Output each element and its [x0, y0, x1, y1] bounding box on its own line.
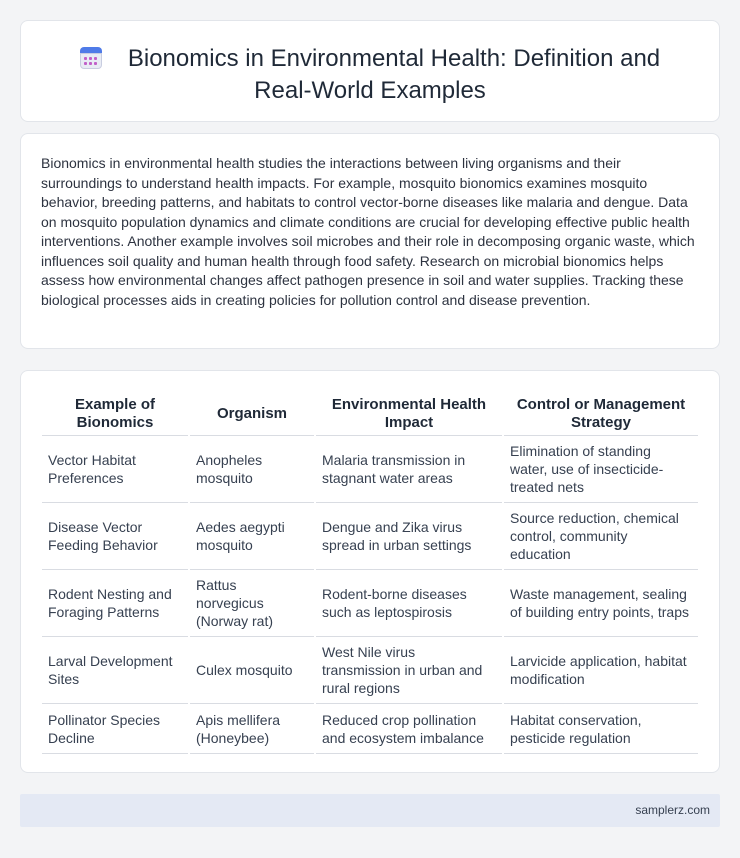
table-cell: Rodent Nesting and Foraging Patterns — [42, 570, 189, 637]
table-cell: Larvicide application, habitat modification — [503, 637, 698, 704]
table-cell: Vector Habitat Preferences — [42, 436, 189, 503]
table-row — [42, 503, 698, 570]
table-cell: Dengue and Zika virus spread in urban settings — [315, 503, 503, 570]
column-header: Example of Bionomics — [42, 393, 189, 436]
title-card — [20, 20, 720, 122]
table-cell: Apis mellifera (Honeybee) — [189, 704, 315, 754]
table-cell: Rattus norvegicus (Norway rat) — [189, 570, 315, 637]
table-cell: Source reduction, chemical control, community education — [503, 503, 698, 570]
table-cell: Disease Vector Feeding Behavior — [42, 503, 189, 570]
table-row — [42, 704, 698, 754]
table-cell: Culex mosquito — [189, 637, 315, 704]
table-card — [20, 370, 720, 773]
bionomics-table — [42, 393, 698, 754]
intro-paragraph: Bionomics in environmental health studies the interactions between living organisms and their surroundings to understand health impacts. For example, mosquito bionomics examines mosquito behavior, breeding patterns, and habitats to control vector-borne diseases like malaria and dengue. Data on mosquito population dynamics and climate conditions are crucial for developing effective public health interventions. Another example involves soil microbes and their role in decomposing organic waste, which influences soil quality and human health through food safety. Research on microbial bionomics helps assess how environmental changes affect pathogen presence in soil and water supplies. Tracking these biological processes aids in creating policies for pollution control and disease prevention. — [41, 155, 695, 308]
table-cell: Waste management, sealing of building entry points, traps — [503, 570, 698, 637]
table-row — [42, 570, 698, 637]
table-cell: Malaria transmission in stagnant water areas — [315, 436, 503, 503]
table-cell: Elimination of standing water, use of insecticide-treated nets — [503, 436, 698, 503]
page-title-text: Bionomics in Environmental Health: Definition and Real-World Examples — [127, 45, 661, 104]
intro-card — [20, 133, 720, 349]
table-cell: Habitat conservation, pesticide regulation — [503, 704, 698, 754]
table-cell: Reduced crop pollination and ecosystem imbalance — [315, 704, 503, 754]
footer-bar — [20, 794, 720, 827]
page-title — [51, 43, 689, 107]
table-row — [42, 637, 698, 704]
table-row — [42, 436, 698, 503]
column-header: Organism — [189, 393, 315, 436]
table-cell: Aedes aegypti mosquito — [189, 503, 315, 570]
table-cell: Pollinator Species Decline — [42, 704, 189, 754]
calendar-icon — [80, 47, 102, 69]
column-header: Control or Management Strategy — [503, 393, 698, 436]
column-header: Environmental Health Impact — [315, 393, 503, 436]
table-cell: Larval Development Sites — [42, 637, 189, 704]
table-cell: West Nile virus transmission in urban and rural regions — [315, 637, 503, 704]
table-header-row — [42, 393, 698, 436]
footer-site-label: samplerz.com — [635, 803, 710, 817]
table-cell: Anopheles mosquito — [189, 436, 315, 503]
table-cell: Rodent-borne diseases such as leptospirosis — [315, 570, 503, 637]
